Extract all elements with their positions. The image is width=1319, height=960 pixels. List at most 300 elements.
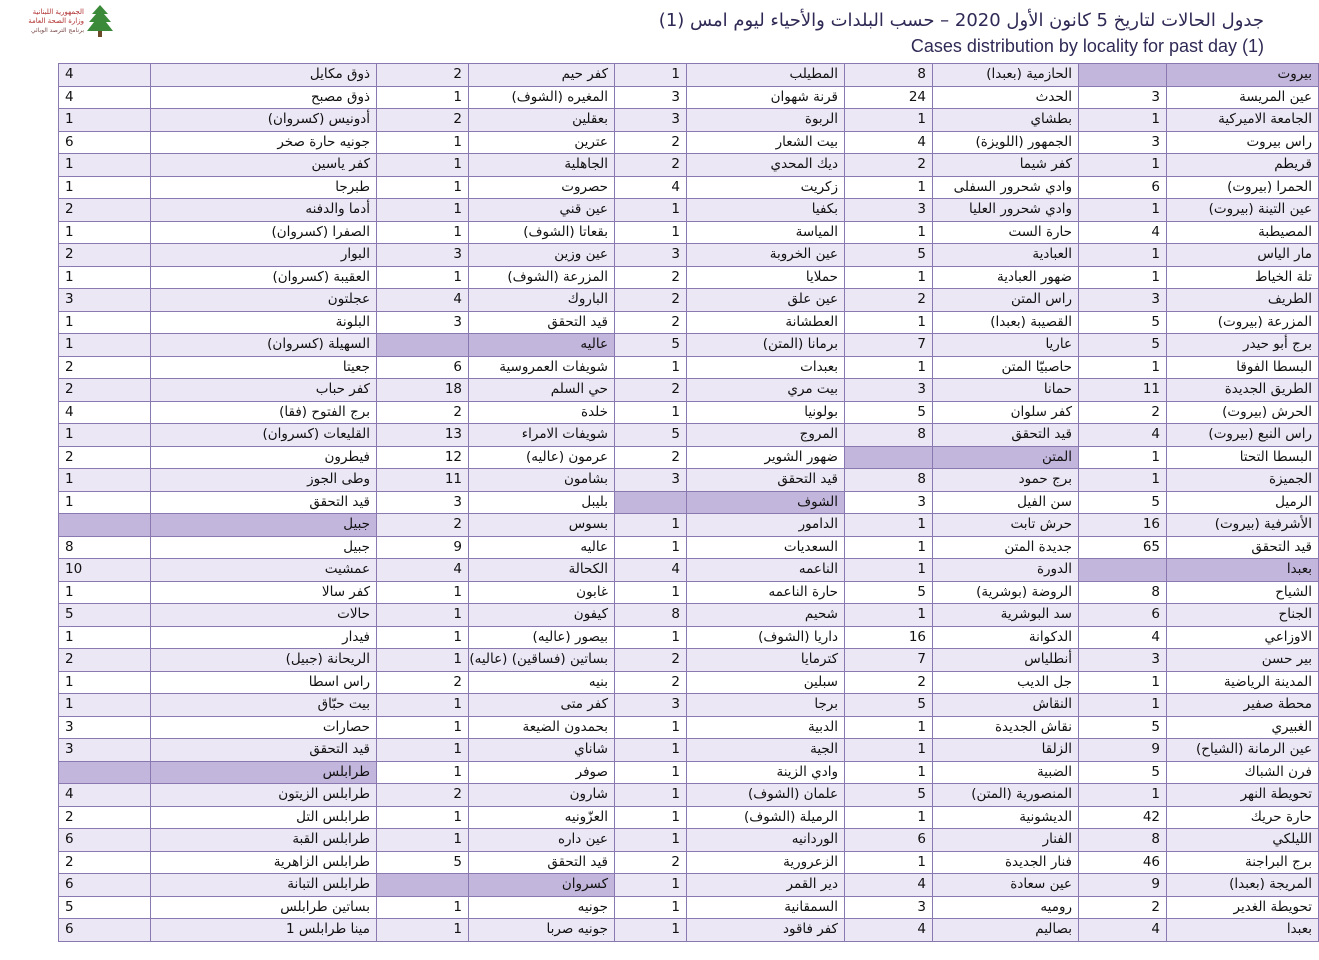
table-row xyxy=(59,424,1319,447)
case-count-cell: 4 xyxy=(1079,919,1167,942)
table-row xyxy=(59,604,1319,627)
table-row xyxy=(59,221,1319,244)
locality-name-cell: حصارات xyxy=(151,716,377,739)
cedar-tree-icon xyxy=(86,4,114,38)
locality-name-cell: كفر حباب xyxy=(151,379,377,402)
case-count-cell: 3 xyxy=(1079,649,1167,672)
case-count-cell: 1 xyxy=(845,604,933,627)
case-count-cell: 2 xyxy=(615,289,687,312)
table-row xyxy=(59,356,1319,379)
locality-name-cell: عين التينة (بيروت) xyxy=(1167,199,1319,222)
case-count-cell: 1 xyxy=(615,401,687,424)
case-count-cell: 1 xyxy=(615,356,687,379)
locality-name-cell: جديدة المتن xyxy=(933,536,1079,559)
case-count-cell: 5 xyxy=(615,424,687,447)
locality-name-cell: بولونيا xyxy=(687,401,845,424)
table-row xyxy=(59,266,1319,289)
table-row xyxy=(59,896,1319,919)
case-count-cell: 3 xyxy=(377,491,469,514)
locality-name-cell: وادي شحرور العليا xyxy=(933,199,1079,222)
case-count-cell: 18 xyxy=(377,379,469,402)
locality-name-cell: بيت حبّاق xyxy=(151,694,377,717)
case-count-cell: 6 xyxy=(845,829,933,852)
case-count-cell: 6 xyxy=(1079,176,1167,199)
locality-name-cell: الشياح xyxy=(1167,581,1319,604)
locality-name-cell: عين وزين xyxy=(469,244,615,267)
case-count-cell: 1 xyxy=(615,784,687,807)
table-row xyxy=(59,649,1319,672)
locality-name-cell: الناعمه xyxy=(687,559,845,582)
locality-name-cell: الزعرورية xyxy=(687,851,845,874)
table-row xyxy=(59,739,1319,762)
locality-name-cell: قيد التحقق xyxy=(469,311,615,334)
case-count-cell: 2 xyxy=(377,671,469,694)
locality-name-cell: جبيل xyxy=(151,536,377,559)
locality-name-cell: قريطم xyxy=(1167,154,1319,177)
case-count-cell: 1 xyxy=(845,356,933,379)
case-count-cell: 5 xyxy=(1079,491,1167,514)
case-count-cell: 1 xyxy=(615,896,687,919)
table-row xyxy=(59,244,1319,267)
locality-name-cell: خلدة xyxy=(469,401,615,424)
locality-name-cell: المطيلب xyxy=(687,64,845,87)
case-count-cell: 1 xyxy=(845,176,933,199)
locality-name-cell: قيد التحقق xyxy=(1167,536,1319,559)
locality-name-cell: الصفرا (كسروان) xyxy=(151,221,377,244)
locality-name-cell: بعقلين xyxy=(469,109,615,132)
locality-name-cell: العطشانة xyxy=(687,311,845,334)
case-count-cell: 1 xyxy=(377,604,469,627)
case-count-cell: 2 xyxy=(377,514,469,537)
locality-name-cell: الديشونية xyxy=(933,806,1079,829)
locality-name-cell: برج الفتوح (فقا) xyxy=(151,401,377,424)
case-count-cell: 3 xyxy=(615,244,687,267)
case-count-cell: 4 xyxy=(377,289,469,312)
case-count-cell: 4 xyxy=(1079,221,1167,244)
case-count-cell: 4 xyxy=(59,784,151,807)
case-count-cell: 1 xyxy=(377,131,469,154)
page-header xyxy=(659,8,1264,58)
locality-name-cell: قرنة شهوان xyxy=(687,86,845,109)
case-count-cell: 2 xyxy=(845,289,933,312)
case-count-cell: 6 xyxy=(59,919,151,942)
case-count-cell: 65 xyxy=(1079,536,1167,559)
case-count-cell: 8 xyxy=(845,469,933,492)
case-count-cell: 6 xyxy=(59,874,151,897)
case-count-cell: 1 xyxy=(377,626,469,649)
case-count-cell: 1 xyxy=(1079,199,1167,222)
case-count-cell: 6 xyxy=(59,131,151,154)
case-count-cell: 10 xyxy=(59,559,151,582)
locality-name-cell: جونيه xyxy=(469,896,615,919)
case-count-cell: 4 xyxy=(845,131,933,154)
case-count-cell: 1 xyxy=(845,536,933,559)
table-row xyxy=(59,581,1319,604)
locality-name-cell: فيطرون xyxy=(151,446,377,469)
table-row xyxy=(59,334,1319,357)
case-count-cell: 1 xyxy=(615,221,687,244)
case-count-cell xyxy=(1079,64,1167,87)
case-count-cell: 6 xyxy=(377,356,469,379)
locality-name-cell: نقاش الجديدة xyxy=(933,716,1079,739)
case-count-cell: 2 xyxy=(1079,401,1167,424)
table-row xyxy=(59,176,1319,199)
locality-name-cell: بنيه xyxy=(469,671,615,694)
locality-name-cell: بقعاتا (الشوف) xyxy=(469,221,615,244)
locality-name-cell: الضبية xyxy=(933,761,1079,784)
case-count-cell: 24 xyxy=(845,86,933,109)
case-count-cell: 1 xyxy=(615,829,687,852)
table-row xyxy=(59,559,1319,582)
locality-name-cell: غابون xyxy=(469,581,615,604)
case-count-cell: 2 xyxy=(59,806,151,829)
case-count-cell: 1 xyxy=(845,851,933,874)
case-count-cell: 2 xyxy=(59,199,151,222)
case-count-cell: 1 xyxy=(377,739,469,762)
locality-name-cell: بعبدات xyxy=(687,356,845,379)
locality-name-cell: حارة الناعمه xyxy=(687,581,845,604)
locality-name-cell: حارة حريك xyxy=(1167,806,1319,829)
locality-name-cell: المغيره (الشوف) xyxy=(469,86,615,109)
case-count-cell: 1 xyxy=(1079,356,1167,379)
case-count-cell: 1 xyxy=(59,424,151,447)
locality-name-cell: عين علق xyxy=(687,289,845,312)
case-count-cell: 2 xyxy=(845,154,933,177)
case-count-cell: 1 xyxy=(377,221,469,244)
locality-name-cell: السهيلة (كسروان) xyxy=(151,334,377,357)
locality-name-cell: سبلين xyxy=(687,671,845,694)
case-count-cell: 42 xyxy=(1079,806,1167,829)
locality-name-cell: الحازمية (بعبدا) xyxy=(933,64,1079,87)
locality-name-cell: تحويطة الغدير xyxy=(1167,896,1319,919)
case-count-cell: 5 xyxy=(59,896,151,919)
locality-name-cell: برجا xyxy=(687,694,845,717)
locality-name-cell: الطريق الجديدة xyxy=(1167,379,1319,402)
locality-name-cell: أنطلياس xyxy=(933,649,1079,672)
table-row xyxy=(59,919,1319,942)
locality-name-cell: راس المتن xyxy=(933,289,1079,312)
case-count-cell: 3 xyxy=(377,244,469,267)
locality-name-cell: كفر حيم xyxy=(469,64,615,87)
locality-name-cell: برج أبو حيدر xyxy=(1167,334,1319,357)
locality-name-cell: الرميلة (الشوف) xyxy=(687,806,845,829)
case-count-cell: 2 xyxy=(615,671,687,694)
case-count-cell: 9 xyxy=(1079,739,1167,762)
table-row xyxy=(59,536,1319,559)
case-count-cell: 1 xyxy=(1079,694,1167,717)
case-count-cell: 1 xyxy=(615,716,687,739)
locality-name-cell: الريحانة (جبيل) xyxy=(151,649,377,672)
case-count-cell: 3 xyxy=(59,716,151,739)
case-count-cell: 2 xyxy=(59,244,151,267)
locality-name-cell: الدكوانة xyxy=(933,626,1079,649)
case-count-cell: 1 xyxy=(377,761,469,784)
locality-name-cell: بليبل xyxy=(469,491,615,514)
locality-name-cell: عترين xyxy=(469,131,615,154)
case-count-cell: 1 xyxy=(1079,244,1167,267)
case-count-cell: 1 xyxy=(845,806,933,829)
locality-name-cell: الرميل xyxy=(1167,491,1319,514)
locality-name-cell: طبرجا xyxy=(151,176,377,199)
locality-name-cell: حمانا xyxy=(933,379,1079,402)
case-count-cell: 1 xyxy=(615,199,687,222)
locality-name-cell: حي السلم xyxy=(469,379,615,402)
locality-name-cell: تلة الخياط xyxy=(1167,266,1319,289)
table-row xyxy=(59,131,1319,154)
locality-name-cell: المروج xyxy=(687,424,845,447)
table-row xyxy=(59,851,1319,874)
locality-name-cell: بير حسن xyxy=(1167,649,1319,672)
case-count-cell: 6 xyxy=(59,829,151,852)
locality-name-cell: بكفيا xyxy=(687,199,845,222)
cases-table-body xyxy=(59,64,1319,942)
region-header-cell: المتن xyxy=(933,446,1079,469)
locality-name-cell: جعيتا xyxy=(151,356,377,379)
region-header-cell: بيروت xyxy=(1167,64,1319,87)
case-count-cell: 3 xyxy=(845,491,933,514)
case-count-cell: 3 xyxy=(615,694,687,717)
case-count-cell: 1 xyxy=(377,86,469,109)
case-count-cell: 5 xyxy=(377,851,469,874)
case-count-cell: 2 xyxy=(377,109,469,132)
case-count-cell: 1 xyxy=(615,739,687,762)
locality-name-cell: القصيبة (بعبدا) xyxy=(933,311,1079,334)
locality-name-cell: المياسة xyxy=(687,221,845,244)
locality-name-cell: كفر سلوان xyxy=(933,401,1079,424)
locality-name-cell: البسطا التحتا xyxy=(1167,446,1319,469)
locality-name-cell: البوار xyxy=(151,244,377,267)
case-count-cell: 1 xyxy=(377,694,469,717)
locality-name-cell: حاصبيّا المتن xyxy=(933,356,1079,379)
case-count-cell: 1 xyxy=(59,671,151,694)
case-count-cell: 2 xyxy=(377,784,469,807)
locality-name-cell: كترمايا xyxy=(687,649,845,672)
logo-line-1: الجمهورية اللبنانية xyxy=(32,8,84,16)
locality-name-cell: عجلتون xyxy=(151,289,377,312)
locality-name-cell: السمقانية xyxy=(687,896,845,919)
case-count-cell: 1 xyxy=(1079,469,1167,492)
case-count-cell: 1 xyxy=(845,761,933,784)
locality-name-cell: وطى الجوز xyxy=(151,469,377,492)
case-count-cell: 2 xyxy=(59,649,151,672)
locality-name-cell: عين الرمانة (الشياح) xyxy=(1167,739,1319,762)
table-row xyxy=(59,469,1319,492)
locality-name-cell: الحمرا (بيروت) xyxy=(1167,176,1319,199)
case-count-cell: 5 xyxy=(845,401,933,424)
case-count-cell: 1 xyxy=(1079,109,1167,132)
case-count-cell: 1 xyxy=(59,334,151,357)
case-count-cell: 11 xyxy=(1079,379,1167,402)
case-count-cell: 4 xyxy=(845,874,933,897)
locality-name-cell: كفر شيما xyxy=(933,154,1079,177)
locality-name-cell: برج البراجنة xyxy=(1167,851,1319,874)
case-count-cell: 2 xyxy=(615,649,687,672)
locality-name-cell: ديك المحدي xyxy=(687,154,845,177)
locality-name-cell: الدامور xyxy=(687,514,845,537)
case-count-cell: 1 xyxy=(59,176,151,199)
locality-name-cell: الروضة (بوشرية) xyxy=(933,581,1079,604)
locality-name-cell: المريجة (بعبدا) xyxy=(1167,874,1319,897)
locality-name-cell: المزرعة (الشوف) xyxy=(469,266,615,289)
locality-name-cell: الزلقا xyxy=(933,739,1079,762)
locality-name-cell: كفر ياسين xyxy=(151,154,377,177)
case-count-cell: 1 xyxy=(1079,784,1167,807)
locality-name-cell: ذوق مصبح xyxy=(151,86,377,109)
case-count-cell: 1 xyxy=(615,64,687,87)
table-row xyxy=(59,491,1319,514)
locality-name-cell: قيد التحقق xyxy=(469,851,615,874)
case-count-cell: 8 xyxy=(845,424,933,447)
case-count-cell: 1 xyxy=(845,559,933,582)
case-count-cell xyxy=(377,334,469,357)
case-count-cell: 1 xyxy=(377,154,469,177)
table-row xyxy=(59,716,1319,739)
case-count-cell xyxy=(377,874,469,897)
case-count-cell: 1 xyxy=(59,491,151,514)
case-count-cell: 5 xyxy=(615,334,687,357)
case-count-cell: 5 xyxy=(1079,716,1167,739)
case-count-cell: 8 xyxy=(59,536,151,559)
locality-name-cell: طرابلس الزاهرية xyxy=(151,851,377,874)
locality-name-cell: حرش تابت xyxy=(933,514,1079,537)
case-count-cell: 4 xyxy=(615,176,687,199)
locality-name-cell: الطريف xyxy=(1167,289,1319,312)
locality-name-cell: تحويطة النهر xyxy=(1167,784,1319,807)
locality-name-cell: الاوزاعي xyxy=(1167,626,1319,649)
locality-name-cell: بساتين طرابلس xyxy=(151,896,377,919)
case-count-cell: 1 xyxy=(615,626,687,649)
locality-name-cell: الكحالة xyxy=(469,559,615,582)
table-row xyxy=(59,626,1319,649)
locality-name-cell: بطشاي xyxy=(933,109,1079,132)
locality-name-cell: بصاليم xyxy=(933,919,1079,942)
case-count-cell xyxy=(1079,559,1167,582)
locality-name-cell: الدبية xyxy=(687,716,845,739)
case-count-cell: 1 xyxy=(615,581,687,604)
case-count-cell: 16 xyxy=(1079,514,1167,537)
case-count-cell: 1 xyxy=(615,874,687,897)
case-count-cell: 4 xyxy=(1079,626,1167,649)
case-count-cell: 1 xyxy=(377,829,469,852)
title-arabic: جدول الحالات لتاريخ 5 كانون الأول 2020 – حسب البلدات والأحياء ليوم امس (1) xyxy=(658,10,1264,31)
case-count-cell: 1 xyxy=(59,266,151,289)
table-row xyxy=(59,446,1319,469)
table-row xyxy=(59,311,1319,334)
case-count-cell: 5 xyxy=(845,244,933,267)
case-count-cell xyxy=(845,446,933,469)
locality-name-cell: الأشرفية (بيروت) xyxy=(1167,514,1319,537)
logo-text xyxy=(8,8,84,35)
case-count-cell: 4 xyxy=(1079,424,1167,447)
case-count-cell: 1 xyxy=(377,716,469,739)
table-row xyxy=(59,109,1319,132)
case-count-cell: 8 xyxy=(1079,829,1167,852)
locality-name-cell: كفر سالا xyxy=(151,581,377,604)
case-count-cell: 5 xyxy=(1079,334,1167,357)
locality-name-cell: علمان (الشوف) xyxy=(687,784,845,807)
case-count-cell: 3 xyxy=(1079,86,1167,109)
locality-name-cell: محطة صفير xyxy=(1167,694,1319,717)
case-count-cell: 5 xyxy=(845,581,933,604)
locality-name-cell: بشامون xyxy=(469,469,615,492)
locality-name-cell: البسطا الفوقا xyxy=(1167,356,1319,379)
locality-name-cell: الدورة xyxy=(933,559,1079,582)
case-count-cell: 1 xyxy=(377,649,469,672)
region-header-cell: طرابلس xyxy=(151,761,377,784)
case-count-cell: 1 xyxy=(845,221,933,244)
case-count-cell: 3 xyxy=(1079,289,1167,312)
region-header-cell: الشوف xyxy=(687,491,845,514)
locality-name-cell: المصيطبة xyxy=(1167,221,1319,244)
case-count-cell: 4 xyxy=(615,559,687,582)
case-count-cell: 1 xyxy=(377,896,469,919)
table-row xyxy=(59,784,1319,807)
case-count-cell: 1 xyxy=(377,266,469,289)
case-count-cell: 2 xyxy=(615,851,687,874)
locality-name-cell: عاريا xyxy=(933,334,1079,357)
case-count-cell: 5 xyxy=(845,694,933,717)
case-count-cell: 6 xyxy=(1079,604,1167,627)
case-count-cell: 3 xyxy=(845,379,933,402)
case-count-cell: 1 xyxy=(59,221,151,244)
locality-name-cell: فيدار xyxy=(151,626,377,649)
locality-name-cell: النقاش xyxy=(933,694,1079,717)
case-count-cell: 1 xyxy=(615,806,687,829)
locality-name-cell: العزّونيه xyxy=(469,806,615,829)
case-count-cell: 3 xyxy=(845,896,933,919)
locality-name-cell: شويفات الامراء xyxy=(469,424,615,447)
case-count-cell: 2 xyxy=(615,446,687,469)
case-count-cell: 3 xyxy=(1079,131,1167,154)
table-row xyxy=(59,379,1319,402)
locality-name-cell: الحرش (بيروت) xyxy=(1167,401,1319,424)
cases-table xyxy=(58,63,1319,942)
locality-name-cell: بيت مري xyxy=(687,379,845,402)
case-count-cell: 4 xyxy=(59,64,151,87)
locality-name-cell: داريا (الشوف) xyxy=(687,626,845,649)
locality-name-cell: دير القمر xyxy=(687,874,845,897)
case-count-cell: 3 xyxy=(377,311,469,334)
case-count-cell: 8 xyxy=(1079,581,1167,604)
table-row xyxy=(59,874,1319,897)
locality-name-cell: الوردانيه xyxy=(687,829,845,852)
locality-name-cell: روميه xyxy=(933,896,1079,919)
logo-line-2: وزارة الصحة العامة xyxy=(28,17,84,25)
table-row xyxy=(59,154,1319,177)
locality-name-cell: أدونيس (كسروان) xyxy=(151,109,377,132)
case-count-cell: 2 xyxy=(615,266,687,289)
case-count-cell: 2 xyxy=(615,154,687,177)
locality-name-cell: السعديات xyxy=(687,536,845,559)
locality-name-cell: الحدث xyxy=(933,86,1079,109)
case-count-cell: 2 xyxy=(59,446,151,469)
case-count-cell: 1 xyxy=(59,626,151,649)
case-count-cell: 7 xyxy=(845,649,933,672)
locality-name-cell: الجامعة الاميركية xyxy=(1167,109,1319,132)
case-count-cell: 3 xyxy=(615,469,687,492)
locality-name-cell: عاليه xyxy=(469,536,615,559)
case-count-cell: 4 xyxy=(377,559,469,582)
locality-name-cell: زكريت xyxy=(687,176,845,199)
locality-name-cell: وادي شحرور السفلى xyxy=(933,176,1079,199)
locality-name-cell: الجاهلية xyxy=(469,154,615,177)
case-count-cell: 13 xyxy=(377,424,469,447)
case-count-cell: 1 xyxy=(59,154,151,177)
case-count-cell: 1 xyxy=(1079,446,1167,469)
locality-name-cell: ذوق مكايل xyxy=(151,64,377,87)
locality-name-cell: حصروت xyxy=(469,176,615,199)
locality-name-cell: الجناح xyxy=(1167,604,1319,627)
